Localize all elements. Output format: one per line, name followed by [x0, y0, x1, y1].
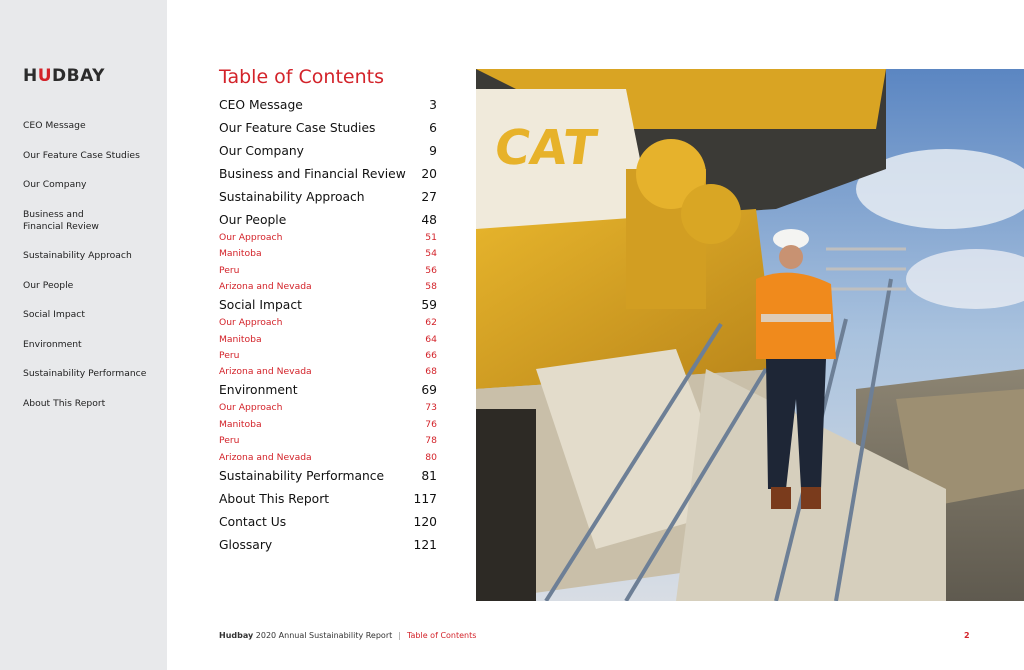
logo-text-post: DBAY [52, 66, 105, 86]
footer-report-title: 2020 Annual Sustainability Report [255, 631, 393, 640]
mining-truck-photo [476, 69, 1024, 601]
toc-entry-page: 59 [421, 298, 437, 313]
toc-subentry[interactable] [219, 265, 437, 276]
toc-entry-label: Arizona and Nevada [219, 281, 312, 293]
toc-entry-label: Our People [219, 213, 287, 227]
toc-subentry[interactable] [219, 435, 437, 446]
toc-entry-label: Contact Us [219, 514, 287, 529]
page-number: 2 [964, 631, 970, 640]
toc-entry-page: 64 [425, 333, 437, 345]
sidebar-item-ceo-message[interactable]: CEO Message [23, 120, 86, 131]
toc-entry[interactable] [219, 144, 437, 158]
photo-illustration [476, 69, 1024, 601]
toc-entry-page: 3 [429, 98, 437, 112]
toc-subentry[interactable] [219, 232, 437, 243]
toc-entry-page: 20 [421, 167, 437, 181]
sidebar-item-sustainability-approach[interactable]: Sustainability Approach [23, 250, 132, 261]
toc-entry-label: About This Report [219, 491, 330, 506]
logo-mark: U [37, 66, 53, 86]
hudbay-logo[interactable] [23, 66, 105, 86]
sidebar-item-business-financial-review[interactable]: Business and Financial Review [23, 209, 99, 232]
toc-entry-page: 120 [413, 514, 437, 529]
toc-entry-page: 56 [425, 264, 437, 276]
toc-entry[interactable] [219, 469, 437, 483]
toc-entry-page: 66 [425, 350, 437, 361]
toc-subentry[interactable] [219, 281, 437, 292]
toc-entry[interactable] [219, 383, 437, 397]
toc-entry-label: Our Approach [219, 402, 283, 414]
sidebar-item-our-company[interactable]: Our Company [23, 179, 87, 190]
toc-entry[interactable] [219, 213, 437, 227]
toc-subentry[interactable] [219, 419, 437, 430]
toc-entry-label: CEO Message [219, 98, 303, 112]
footer-section[interactable]: Table of Contents [406, 631, 477, 640]
page-footer [219, 631, 476, 640]
toc-entry-label: Arizona and Nevada [219, 366, 312, 378]
footer-separator: | [398, 631, 401, 640]
toc-entry-label: Our Feature Case Studies [219, 121, 376, 135]
toc-entry-page: 117 [413, 491, 437, 506]
sidebar-item-about-this-report[interactable]: About This Report [23, 398, 106, 409]
toc-entry-label: Manitoba [219, 248, 262, 260]
toc-entry-page: 80 [425, 451, 437, 463]
toc-entry-label: Our Approach [219, 317, 283, 329]
toc-subentry[interactable] [219, 402, 437, 413]
toc-entry-label: Sustainability Performance [219, 468, 385, 483]
toc-subentry[interactable] [219, 317, 437, 328]
sidebar-item-environment[interactable]: Environment [23, 339, 82, 350]
sidebar-item-sustainability-performance[interactable]: Sustainability Performance [23, 368, 147, 379]
toc-entry[interactable] [219, 298, 437, 312]
toc-entry-label: Glossary [219, 537, 273, 552]
toc-entry-label: Manitoba [219, 333, 262, 345]
toc-entry-label: Environment [219, 383, 298, 398]
toc-entry-label: Our Company [219, 144, 304, 158]
toc-entry-label: Peru [219, 435, 240, 447]
toc-title: Table of Contents [219, 66, 384, 88]
toc-entry-page: 62 [425, 317, 437, 329]
toc-entry-page: 6 [429, 121, 437, 135]
toc-entry-label: Social Impact [219, 298, 302, 313]
toc-entry[interactable] [219, 515, 437, 529]
toc-subentry[interactable] [219, 366, 437, 377]
toc-entry-page: 69 [421, 383, 437, 398]
toc-entry-page: 58 [425, 281, 437, 293]
toc-entry-page: 73 [425, 402, 437, 414]
toc-entry-label: Our Approach [219, 232, 283, 243]
toc-entry-page: 81 [421, 468, 437, 483]
toc-entry-label: Sustainability Approach [219, 190, 365, 204]
sidebar-item-social-impact[interactable]: Social Impact [23, 309, 85, 320]
toc-entry-page: 76 [425, 418, 437, 430]
toc-entry[interactable] [219, 121, 437, 135]
toc-entry-page: 51 [425, 232, 437, 243]
toc-subentry[interactable] [219, 350, 437, 361]
sidebar-item-feature-case-studies[interactable]: Our Feature Case Studies [23, 150, 140, 161]
toc-subentry[interactable] [219, 248, 437, 259]
toc-entry[interactable] [219, 190, 437, 204]
footer-brand: Hudbay [219, 631, 254, 640]
truck-cat-logo: CAT [490, 120, 601, 176]
toc-entry-page: 27 [421, 190, 437, 204]
toc-entry-label: Peru [219, 350, 240, 361]
toc-entry[interactable] [219, 98, 437, 112]
toc-subentry[interactable] [219, 334, 437, 345]
toc-entry-label: Manitoba [219, 418, 262, 430]
toc-entry-label: Business and Financial Review [219, 167, 406, 181]
sidebar-item-our-people[interactable]: Our People [23, 280, 74, 291]
toc-entry[interactable] [219, 538, 437, 552]
logo-text-pre: H [23, 66, 38, 86]
toc-entry[interactable] [219, 492, 437, 506]
sidebar [0, 0, 167, 670]
toc-entry-label: Arizona and Nevada [219, 451, 312, 463]
toc-entry-label: Peru [219, 264, 240, 276]
toc-entry[interactable] [219, 167, 437, 181]
toc-entry-page: 121 [413, 537, 437, 552]
toc-entry-page: 54 [425, 248, 437, 260]
toc-entry-page: 78 [425, 435, 437, 447]
toc-entry-page: 9 [429, 144, 437, 158]
toc-entry-page: 48 [421, 213, 437, 227]
toc-entry-page: 68 [425, 366, 437, 378]
toc-subentry[interactable] [219, 452, 437, 463]
